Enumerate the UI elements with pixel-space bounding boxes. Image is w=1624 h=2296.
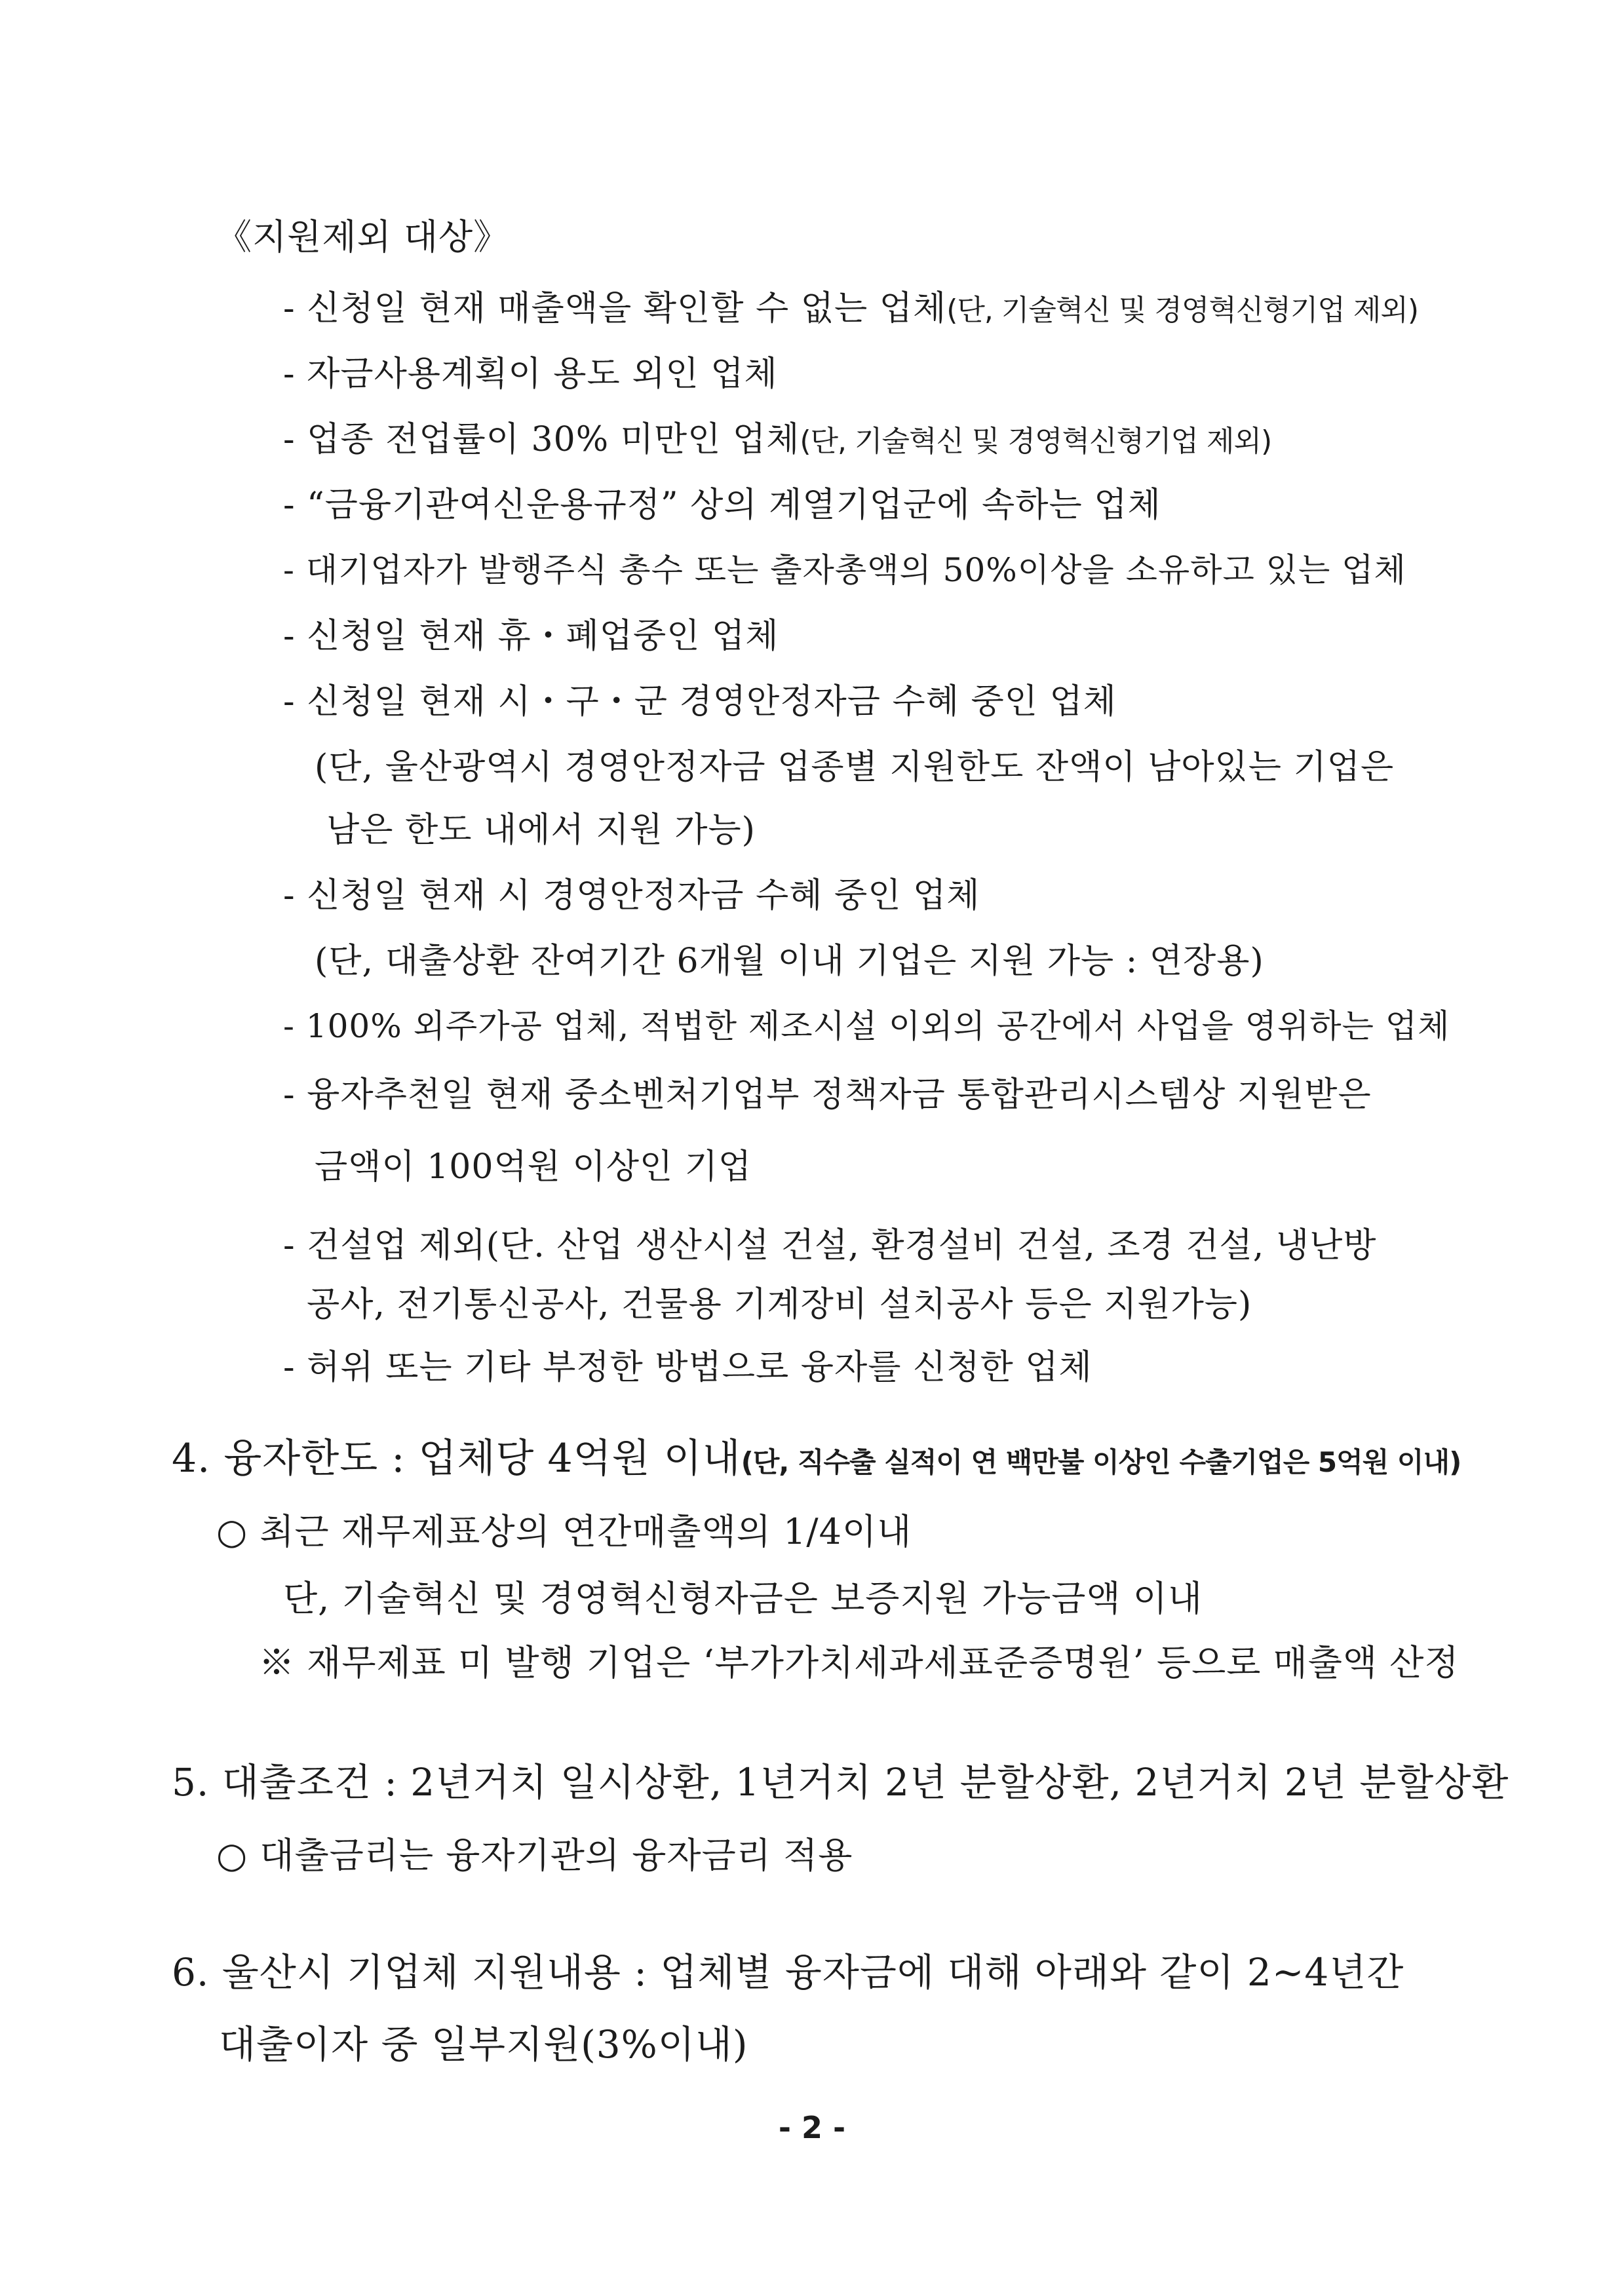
exclusion-item-8-cont: (단, 대출상환 잔여기간 6개월 이내 기업은 지원 가능 : 연장용) (315, 942, 1264, 981)
exclusion-item-text: - 업종 전업률이 30% 미만인 업체 (283, 420, 800, 459)
section4-heading-note: (단, 직수출 실적이 연 백만불 이상인 수출기업은 5억원 이내) (741, 1446, 1461, 1478)
exclusion-item-10: - 융자추천일 현재 중소벤처기업부 정책자금 통합관리시스템상 지원받은 (283, 1075, 1372, 1115)
exclusion-item-note: (단, 기술혁신 및 경영혁신형기업 제외) (800, 425, 1272, 458)
exclusion-item-8: - 신청일 현재 시 경영안정자금 수혜 중인 업체 (283, 876, 980, 915)
section6-heading: 6. 울산시 기업체 지원내용 : 업체별 융자금에 대해 아래와 같이 2~4년간 (172, 1950, 1404, 1995)
section4-heading (172, 1435, 1461, 1482)
exclusion-title: 《지원제외 대상》 (216, 216, 510, 258)
exclusion-item-7: - 신청일 현재 시・구・군 경영안정자금 수혜 중인 업체 (283, 682, 1117, 721)
section5-bullet: ○ 대출금리는 융자기관의 융자금리 적용 (216, 1835, 853, 1876)
section5-heading: 5. 대출조건 : 2년거치 일시상환, 1년거치 2년 분할상환, 2년거치 2년 분할상환 (172, 1760, 1509, 1805)
exclusion-item-4: - “금융기관여신운용규정” 상의 계열기업군에 속하는 업체 (283, 486, 1161, 525)
exclusion-item-11-cont: 공사, 전기통신공사, 건물용 기계장비 설치공사 등은 지원가능) (307, 1285, 1252, 1324)
exclusion-item-11: - 건설업 제외(단. 산업 생산시설 건설, 환경설비 건설, 조경 건설, 냉난방 (283, 1226, 1377, 1265)
exclusion-item-7-cont-1: (단, 울산광역시 경영안정자금 업종별 지원한도 잔액이 남아있는 기업은 (315, 748, 1395, 787)
exclusion-item-3 (283, 419, 1271, 460)
exclusion-item-2: - 자금사용계획이 용도 외인 업체 (283, 354, 778, 394)
section4-heading-text: 4. 융자한도 : 업체당 4억원 이내 (172, 1436, 741, 1482)
section6-heading-cont: 대출이자 중 일부지원(3%이내) (219, 2022, 748, 2067)
exclusion-item-note: (단, 기술혁신 및 경영혁신형기업 제외) (946, 294, 1419, 327)
section4-bullet: ○ 최근 재무제표상의 연간매출액의 1/4이내 (216, 1511, 912, 1552)
section4-bullet-cont: 단, 기술혁신 및 경영혁신형자금은 보증지원 가능금액 이내 (283, 1578, 1203, 1619)
exclusion-item-7-cont-2: 남은 한도 내에서 지원 가능) (326, 811, 756, 850)
exclusion-item-6: - 신청일 현재 휴・폐업중인 업체 (283, 617, 779, 656)
exclusion-item-5: - 대기업자가 발행주식 총수 또는 출자총액의 50%이상을 소유하고 있는 업체 (283, 551, 1406, 589)
exclusion-item-10-cont: 금액이 100억원 이상인 기업 (315, 1147, 752, 1187)
exclusion-item-text: - 신청일 현재 매출액을 확인할 수 없는 업체 (283, 289, 947, 328)
exclusion-item-1 (283, 288, 1418, 329)
exclusion-item-12: - 허위 또는 기타 부정한 방법으로 융자를 신청한 업체 (283, 1348, 1092, 1387)
page-number: - 2 - (778, 2110, 846, 2145)
section4-note: ※ 재무제표 미 발행 기업은 ‘부가가치세과세표준증명원’ 등으로 매출액 산정 (259, 1642, 1460, 1683)
exclusion-item-9: - 100% 외주가공 업체, 적법한 제조시설 이외의 공간에서 사업을 영위하는 업체 (283, 1007, 1450, 1045)
